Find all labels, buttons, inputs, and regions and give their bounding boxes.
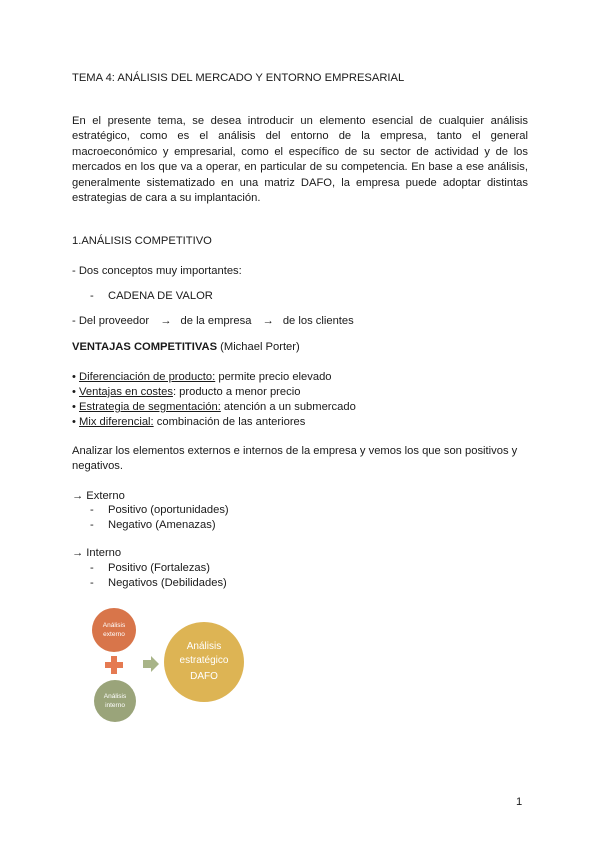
list-dash: - <box>90 290 94 302</box>
ventaja-term: Mix diferencial: <box>79 416 154 428</box>
arrow-right-icon <box>143 656 159 672</box>
page-number: 1 <box>516 796 523 808</box>
analysis-line: Analizar los elementos externos e internos de la empresa y vemos los que son positivos y <box>72 445 518 457</box>
list-dash: - <box>90 577 94 589</box>
interno-item: Negativos (Debilidades) <box>108 577 227 589</box>
bullet: • <box>72 371 76 383</box>
list-dash: - <box>90 504 94 516</box>
interno-circle-label: interno <box>105 702 125 709</box>
interno-item: Positivo (Fortalezas) <box>108 562 210 574</box>
value-chain-line <box>72 314 354 328</box>
result-circle-label: DAFO <box>190 671 218 682</box>
intro-line: estratégico, como es el análisis del entorno de la empresa, tanto el general <box>72 130 528 143</box>
ventaja-desc: : producto a menor precio <box>172 386 301 398</box>
intro-line: En el presente tema, se desea introducir un elemento esencial de cualquier análisis <box>72 115 528 127</box>
ventajas-author: (Michael Porter) <box>220 341 300 353</box>
interno-circle-label: Análisis <box>103 693 127 700</box>
interno-label: → Interno <box>72 547 122 559</box>
plus-icon <box>105 656 123 674</box>
intro-line: macroeconómico y empresarial, como el específico de su sector de actividad y de los <box>72 145 528 158</box>
externo-circle-label: externo <box>103 631 125 638</box>
list-item <box>72 385 300 399</box>
chain-part: - Del proveedor <box>72 315 150 327</box>
page-title: TEMA 4: ANÁLISIS DEL MERCADO Y ENTORNO EMPRESARIAL <box>72 72 405 84</box>
intro-paragraph <box>72 114 528 206</box>
ventaja-desc: atención a un submercado <box>220 401 356 413</box>
externo-circle-label: Análisis <box>102 622 126 629</box>
ventajas-heading <box>72 340 300 354</box>
intro-line: mercados en los que va a operar, en particular de su competencia. En base a ese análisis, <box>72 161 528 174</box>
ventaja-desc: combinación de las anteriores <box>153 416 306 428</box>
intro-line: estrategias de cara a su implantación. <box>72 192 261 205</box>
arrow-right-icon: → <box>160 315 172 327</box>
intro-line: generalmente sistematizado en una matriz DAFO, la empresa puede adoptar distintas <box>72 176 528 189</box>
chain-part: de la empresa <box>180 315 252 327</box>
bullet: • <box>72 401 76 413</box>
list-dash: - <box>90 519 94 531</box>
ventaja-term: Ventajas en costes <box>79 386 173 398</box>
externo-circle <box>92 608 136 652</box>
interno-circle <box>94 680 136 722</box>
ventaja-desc: permite precio elevado <box>215 371 332 383</box>
concepts-intro: - Dos conceptos muy importantes: <box>72 265 242 277</box>
list-item <box>72 370 332 384</box>
chain-part: de los clientes <box>282 315 354 327</box>
concept-item: CADENA DE VALOR <box>108 290 213 302</box>
dafo-result-circle <box>164 622 244 702</box>
ventajas-title: VENTAJAS COMPETITIVAS <box>72 341 218 353</box>
list-dash: - <box>90 562 94 574</box>
analysis-line: negativos. <box>72 460 123 472</box>
section-heading: 1.ANÁLISIS COMPETITIVO <box>72 235 212 247</box>
ventaja-term: Estrategia de segmentación: <box>79 401 221 413</box>
arrow-right-icon: → <box>262 315 274 327</box>
externo-label: → Externo <box>72 490 125 502</box>
ventaja-term: Diferenciación de producto: <box>79 371 216 383</box>
list-item <box>72 415 305 429</box>
result-circle-label: estratégico <box>179 655 229 666</box>
bullet: • <box>72 386 76 398</box>
list-item <box>72 400 356 414</box>
bullet: • <box>72 416 76 428</box>
externo-item: Negativo (Amenazas) <box>108 519 216 531</box>
result-circle-label: Análisis <box>186 641 222 652</box>
dafo-diagram <box>88 606 258 726</box>
externo-item: Positivo (oportunidades) <box>108 504 229 516</box>
